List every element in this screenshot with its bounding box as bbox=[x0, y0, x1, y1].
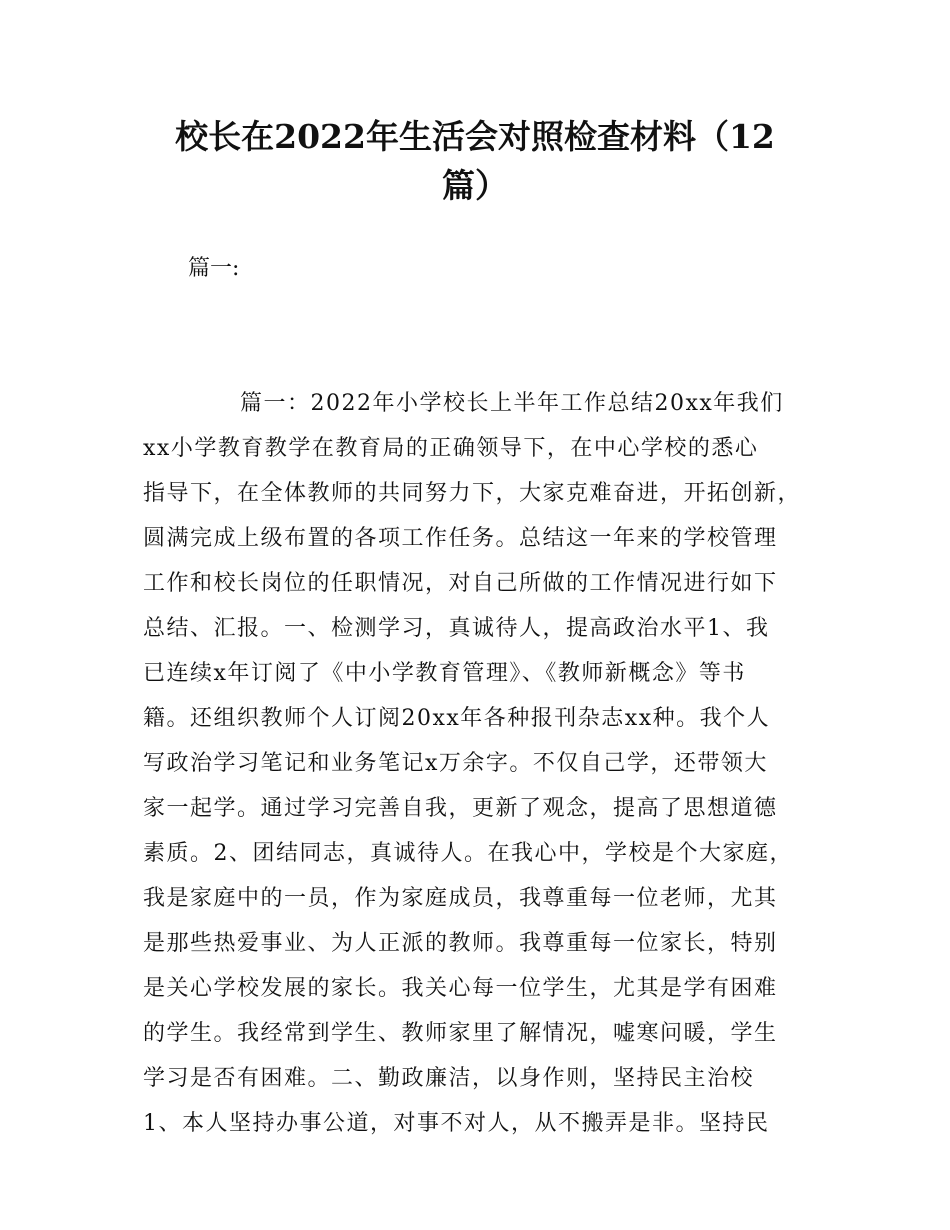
body-line: 已连续x年订阅了《中小学教育管理》、《教师新概念》等书 bbox=[143, 661, 746, 686]
body-line: 圆满完成上级布置的各项工作任务。总结这一年来的学校管理 bbox=[143, 526, 778, 551]
body-line: xx小学教育教学在教育局的正确领导下，在中心学校的悉心 bbox=[143, 436, 759, 461]
title-line: 校长在2022年生活会对照检查材料（12 bbox=[175, 117, 775, 156]
body-line: 素质。2、团结同志，真诚待人。在我心中，学校是个大家庭， bbox=[143, 841, 793, 866]
section-label: 篇一: bbox=[188, 256, 240, 281]
body-line: 是关心学校发展的家长。我关心每一位学生，尤其是学有困难 bbox=[143, 976, 778, 1001]
body-line: 我是家庭中的一员，作为家庭成员，我尊重每一位老师，尤其 bbox=[143, 886, 778, 911]
title-line: 篇） bbox=[442, 166, 508, 205]
body-line: 籍。还组织教师个人订阅20xx年各种报刊杂志xx种。我个人 bbox=[143, 706, 771, 731]
document-body bbox=[143, 381, 833, 1146]
body-line: 指导下，在全体教师的共同努力下，大家克难奋进，开拓创新， bbox=[143, 481, 802, 506]
body-line: 工作和校长岗位的任职情况，对自己所做的工作情况进行如下 bbox=[143, 571, 778, 596]
body-line: 总结、汇报。一、检测学习，真诚待人，提高政治水平1、我 bbox=[143, 616, 770, 641]
body-line: 家一起学。通过学习完善自我，更新了观念，提高了思想道德 bbox=[143, 796, 778, 821]
body-line: 1、本人坚持办事公道，对事不对人，从不搬弄是非。坚持民 bbox=[143, 1111, 770, 1136]
body-line: 是那些热爱事业、为人正派的教师。我尊重每一位家长，特别 bbox=[143, 931, 778, 956]
body-line: 写政治学习笔记和业务笔记x万余字。不仅自己学，还带领大 bbox=[143, 751, 768, 776]
document-title bbox=[120, 112, 830, 210]
body-line: 篇一：2022年小学校长上半年工作总结20xx年我们 bbox=[240, 391, 784, 416]
body-line: 的学生。我经常到学生、教师家里了解情况，嘘寒问暖，学生 bbox=[143, 1021, 778, 1046]
body-line: 学习是否有困难。二、勤政廉洁，以身作则，坚持民主治校 bbox=[143, 1066, 755, 1091]
